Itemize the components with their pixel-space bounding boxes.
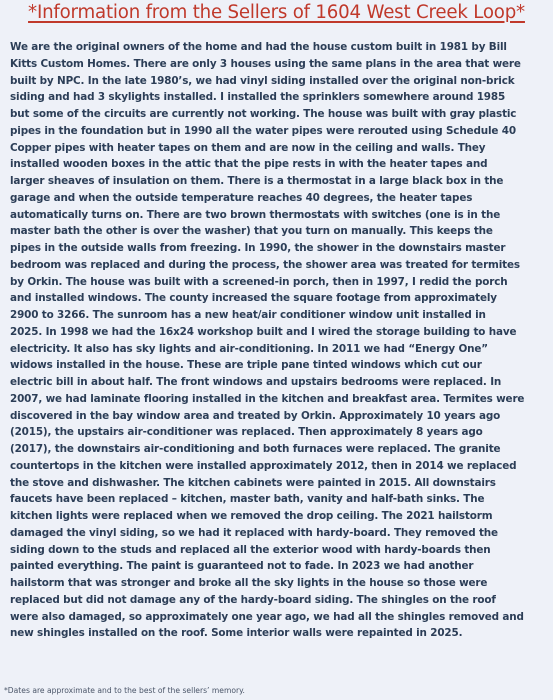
body-text-line: damaged the vinyl siding, so we had it replaced with hardy-board. They removed the (10, 526, 498, 539)
body-text-line: master bath the other is over the washer) that you turn on manually. This keeps the (10, 225, 493, 238)
body-text-line: pipes in the outside walls from freezing. In 1990, the shower in the downstairs master (10, 242, 506, 254)
body-text-line: garage and when the outside temperature reaches 40 degrees, the heater tapes (10, 191, 473, 204)
body-text-line: (2015), the upstairs air-conditioner was replaced. Then approximately 8 years ago (10, 426, 483, 439)
body-text-line: by Orkin. The house was built with a screened-in porch, then in 1997, I redid the porch (10, 275, 508, 288)
body-text-line: installed wooden boxes in the attic that the pipe rests in with the heater tapes and (10, 158, 488, 171)
body-text-line: 2007, we had laminate flooring installed in the kitchen and breakfast area. Termites were (10, 392, 525, 405)
body-text-line: countertops in the kitchen were installed approximately 2012, then in 2014 we replaced (10, 459, 517, 472)
body-text-line: siding and had 3 skylights installed. I installed the sprinklers somewhere around 1985 (10, 91, 506, 104)
body-text-line: but some of the circuits are currently not working. The house was built with gray plastic (10, 108, 517, 120)
body-text-line: the stove and dishwasher. The kitchen cabinets were painted in 2015. All downstairs (10, 476, 496, 489)
body-text-line: (2017), the downstairs air-conditioning and both furnaces were replaced. The granite (10, 443, 501, 455)
dates-footnote: *Dates are approximate and to the best of the sellers’ memory. (4, 686, 245, 695)
body-text-line: painted everything. The paint is guaranteed not to fade. In 2023 we had another (10, 560, 474, 573)
body-text-line: Copper pipes with heater tapes on them and are now in the ceiling and walls. They (10, 141, 486, 154)
body-text-line: new shingles installed on the roof. Some interior walls were repainted in 2025. (10, 627, 463, 640)
body-text-line: larger sheaves of insulation on them. There is a thermostat in a large black box in the (10, 175, 504, 187)
document-title: *Information from the Sellers of 1604 West Creek Loop* (28, 2, 525, 23)
body-text-line: faucets have been replaced – kitchen, master bath, vanity and half-bath sinks. The (10, 493, 485, 506)
body-text-line: bedroom was replaced and during the process, the shower area was treated for termites (10, 258, 520, 271)
body-text-line: automatically turns on. There are two brown thermostats with switches (one is in the (10, 208, 501, 221)
body-text-line: kitchen lights were replaced when we removed the drop ceiling. The 2021 hailstorm (10, 510, 493, 522)
body-text-line: 2025. In 1998 we had the 16x24 workshop built and I wired the storage building to have (10, 325, 517, 338)
body-text-line: built by NPC. In the late 1980’s, we had vinyl siding installed over the original non-brick (10, 74, 515, 87)
body-text-line: replaced but did not damage any of the hardy-board siding. The shingles on the roof (10, 593, 496, 606)
body-text-line: discovered in the bay window area and treated by Orkin. Approximately 10 years ago (10, 409, 501, 422)
body-text-line: electricity. It also has sky lights and air-conditioning. In 2011 we had “Energy One” (10, 342, 488, 355)
body-text-line: siding down to the studs and replaced all the exterior wood with hardy-boards then (10, 543, 491, 556)
seller-information-body (10, 39, 548, 642)
body-text-line: 2900 to 3266. The sunroom has a new heat/air conditioner window unit installed in (10, 309, 486, 321)
body-text-line: We are the original owners of the home and had the house custom built in 1981 by Bill (10, 41, 507, 53)
body-text-line: hailstorm that was stronger and broke all the sky lights in the house so those were (10, 577, 488, 589)
body-text-line: widows installed in the house. These are triple pane tinted windows which cut our (10, 359, 482, 372)
body-text-line: electric bill in about half. The front windows and upstairs bedrooms were replaced. In (10, 376, 502, 388)
body-text-line: and installed windows. The county increased the square footage from approximately (10, 292, 497, 305)
body-text-line: pipes in the foundation but in 1990 all the water pipes were rerouted using Schedule 40 (10, 124, 516, 137)
body-text-line: were also damaged, so approximately one year ago, we had all the shingles removed and (10, 610, 524, 623)
body-text-line: Kitts Custom Homes. There are only 3 houses using the same plans in the area that were (10, 57, 521, 70)
